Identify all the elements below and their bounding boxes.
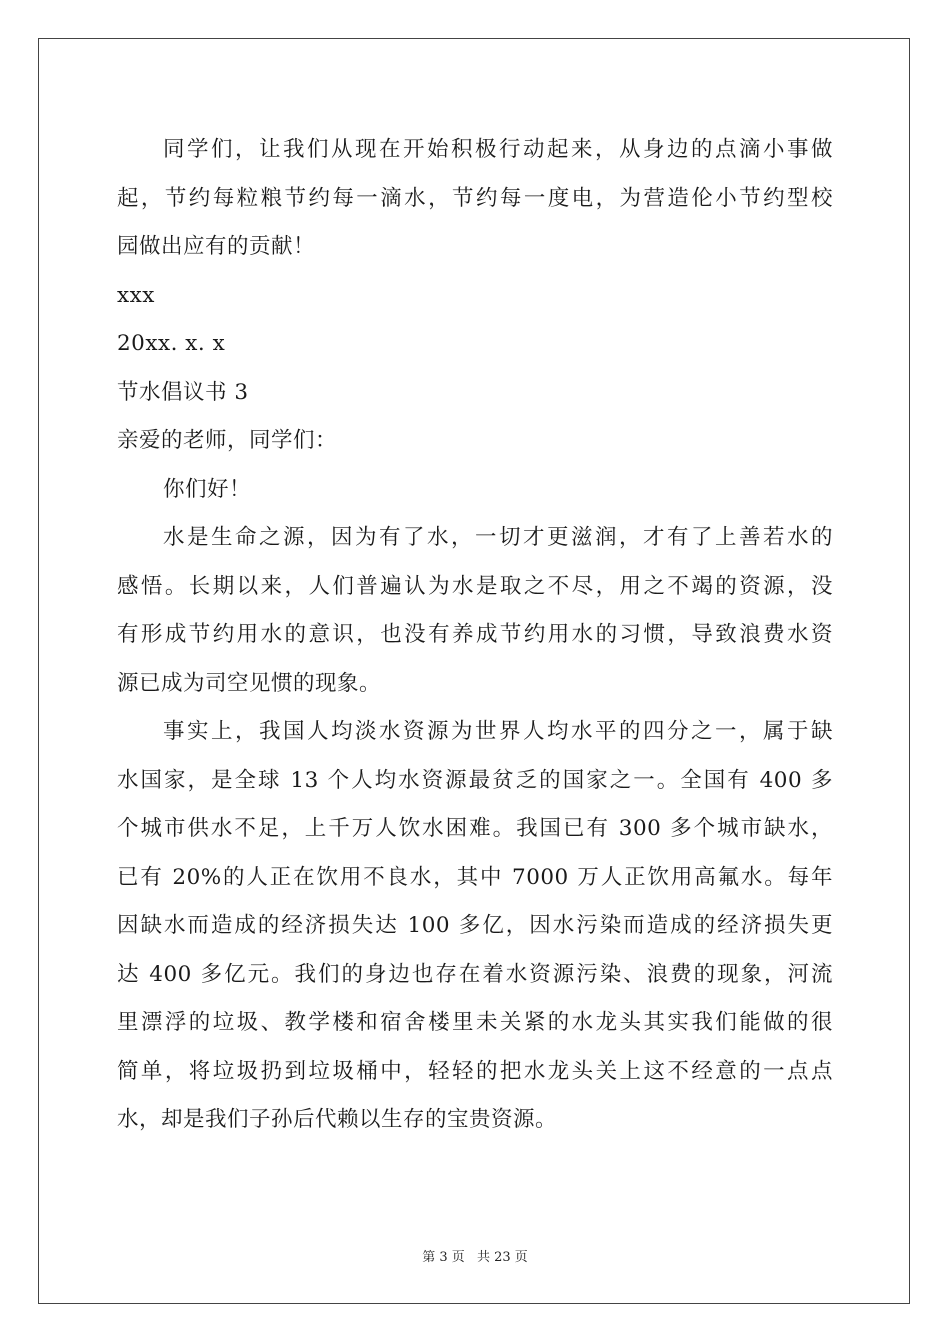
paragraph-facts [117, 708, 833, 1145]
text-line: 水是生命之源，因为有了水，一切才更滋润，才有了上善若水的 [163, 525, 833, 550]
text-line: 起，节约每粒粮节约每一滴水，节约每一度电，为营造伦小节约型校 [117, 185, 833, 211]
document-title: 节水倡议书 3 [117, 379, 249, 405]
text-line: 水，却是我们子孙后代赖以生存的宝贵资源。 [117, 1107, 558, 1132]
paragraph-water-source [117, 514, 833, 708]
text-line: 简单，将垃圾扔到垃圾桶中，轻轻的把水龙头关上这不经意的一点点 [117, 1058, 833, 1084]
greeting: 你们好！ [163, 476, 252, 502]
date: 20xx. x. x [117, 331, 226, 356]
current-page-number: 第 3 页 [422, 1250, 465, 1265]
text-line: 事实上，我国人均淡水资源为世界人均水平的四分之一，属于缺 [163, 719, 833, 744]
text-line: 水国家，是全球 13 个人均水资源最贫乏的国家之一。全国有 400 多 [117, 767, 833, 793]
text-line: 里漂浮的垃圾、教学楼和宿舍楼里未关紧的水龙头其实我们能做的很 [117, 1010, 833, 1035]
signature: xxx [117, 282, 155, 308]
text-line: 已有 20%的人正在饮用不良水，其中 7000 万人正饮用高氟水。每年 [117, 864, 833, 890]
text-line: 感悟。长期以来，人们普遍认为水是取之不尽，用之不竭的资源，没 [117, 573, 833, 599]
text-line: 因缺水而造成的经济损失达 100 多亿，因水污染而造成的经济损失更 [117, 913, 833, 938]
paragraph-closing-call [117, 126, 833, 272]
text-line: 有形成节约用水的意识，也没有养成节约用水的习惯，导致浪费水资 [117, 622, 833, 647]
page-footer [0, 1246, 950, 1265]
text-line: 源已成为司空见惯的现象。 [117, 670, 382, 696]
text-line: 个城市供水不足，上千万人饮水困难。我国已有 300 多个城市缺水， [117, 816, 833, 841]
text-line: 达 400 多亿元。我们的身边也存在着水资源污染、浪费的现象，河流 [117, 961, 833, 987]
document-body [117, 126, 833, 1145]
text-line: 同学们，让我们从现在开始积极行动起来，从身边的点滴小事做 [163, 137, 833, 162]
text-line: 园做出应有的贡献！ [117, 234, 316, 259]
salutation: 亲爱的老师，同学们： [117, 428, 338, 453]
total-pages: 共 23 页 [476, 1250, 528, 1265]
